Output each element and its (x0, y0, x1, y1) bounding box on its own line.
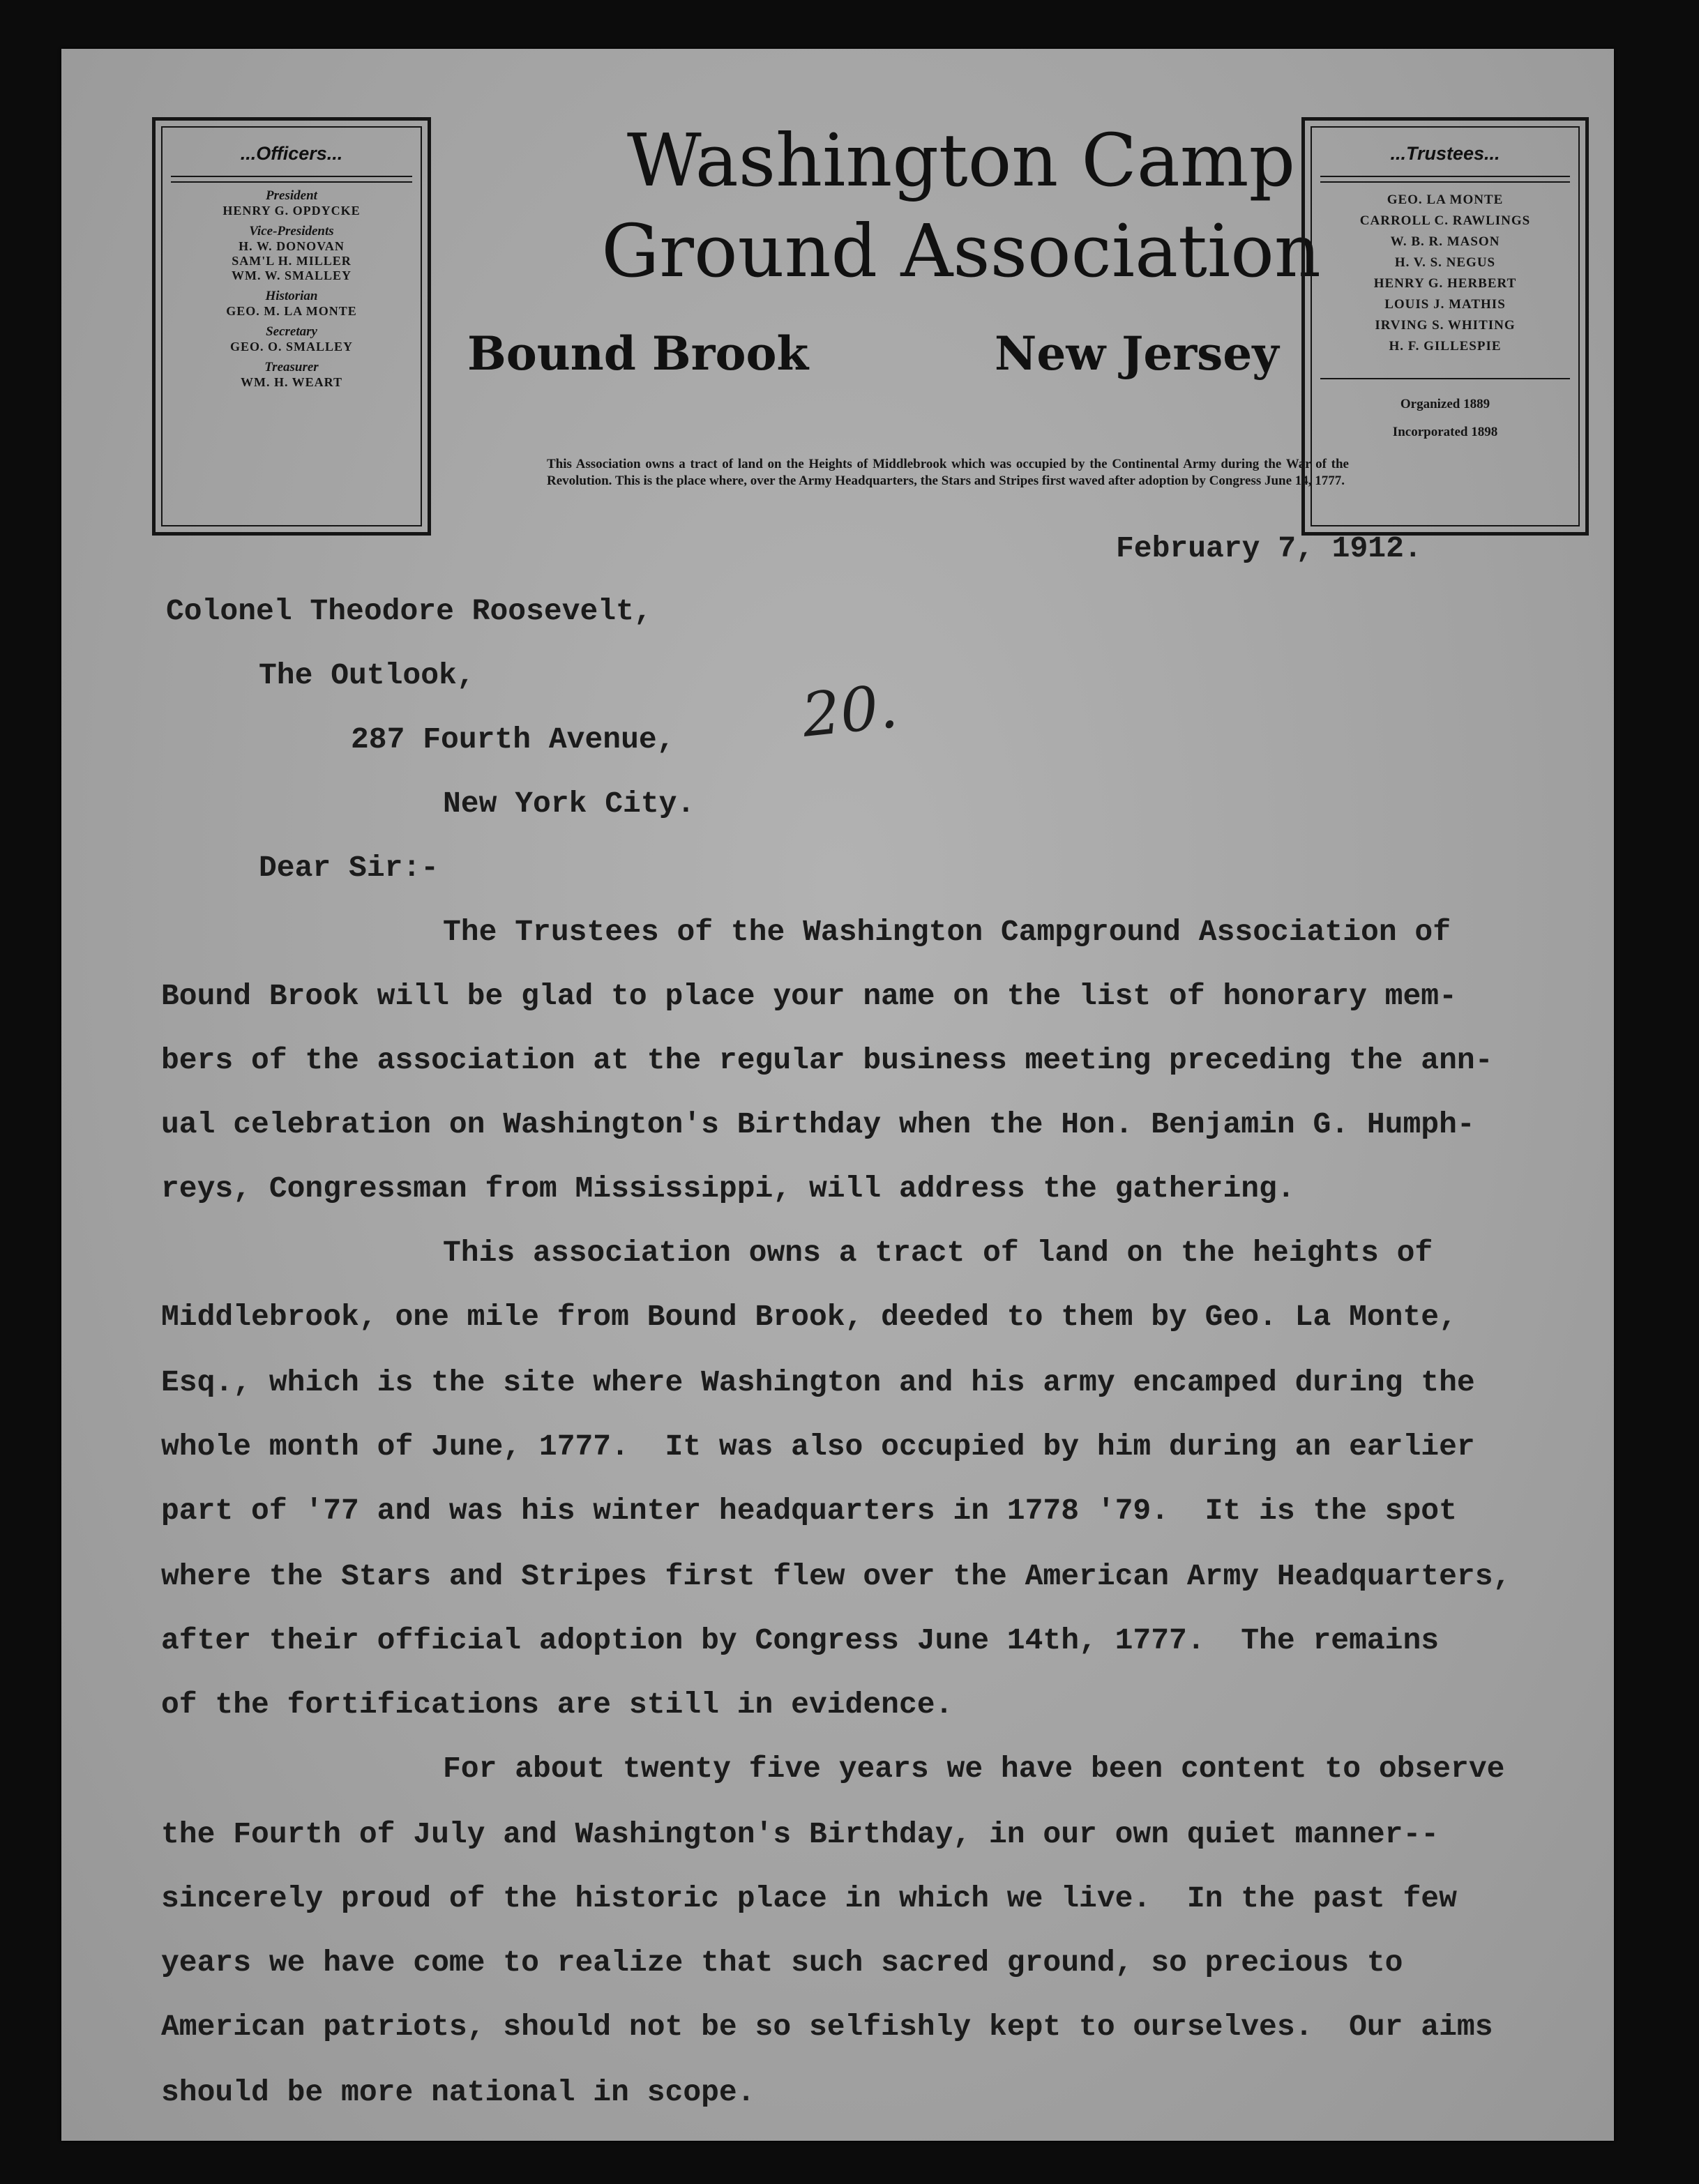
officers-heading: ...Officers... (240, 143, 343, 164)
president-label: President (266, 188, 317, 203)
trustees-heading: ...Trustees... (1390, 143, 1500, 164)
treasurer-name: WM. H. WEART (240, 375, 343, 389)
trustees-box (1301, 117, 1589, 536)
salutation: Dear Sir:- (259, 851, 439, 885)
divider (1320, 176, 1570, 183)
recipient-org: The Outlook, (259, 658, 475, 692)
body-line: Middlebrook, one mile from Bound Brook, deeded to them by Geo. La Monte, (161, 1300, 1457, 1334)
body-line: the Fourth of July and Washington's Birthday, in our own quiet manner-- (161, 1817, 1440, 1851)
letter-date: February 7, 1912. (1116, 531, 1422, 566)
city-name: Bound Brook (467, 326, 809, 381)
treasurer-label: Treasurer (264, 360, 319, 374)
body-line: of the fortifications are still in evidence. (161, 1688, 953, 1722)
body-line: whole month of June, 1777. It was also occupied by him during an earlier (161, 1430, 1475, 1464)
body-line: sincerely proud of the historic place in which we live. In the past few (161, 1881, 1457, 1916)
body-line: ual celebration on Washington's Birthday when the Hon. Benjamin G. Humph- (161, 1107, 1475, 1142)
body-line: bers of the association at the regular business meeting preceding the ann- (161, 1043, 1493, 1077)
vp-name: H. W. DONOVAN (239, 239, 345, 253)
state-name: New Jersey (995, 326, 1279, 381)
trustee-name: H. V. S. NEGUS (1394, 255, 1496, 270)
body-line: should be more national in scope. (161, 2075, 755, 2109)
trustee-name: HENRY G. HERBERT (1373, 276, 1517, 291)
body-line: where the Stars and Stripes first flew over the American Army Headquarters, (161, 1559, 1511, 1593)
body-line: after their official adoption by Congress June 14th, 1777. The remains (161, 1623, 1440, 1658)
trustee-name: IRVING S. WHITING (1375, 318, 1516, 333)
body-line: For about twenty five years we have been content to observe (443, 1752, 1505, 1786)
trustee-name: H. F. GILLESPIE (1389, 339, 1502, 354)
handwritten-number: 20. (799, 672, 901, 751)
officers-box (152, 117, 431, 536)
body-line: The Trustees of the Washington Campground Association of (443, 915, 1451, 949)
association-title-line2: Ground Association (601, 208, 1321, 294)
body-line: This association owns a tract of land on the heights of (443, 1236, 1433, 1270)
trustee-name: CARROLL C. RAWLINGS (1359, 213, 1531, 228)
president-name: HENRY G. OPDYCKE (222, 204, 361, 218)
trustee-name: W. B. R. MASON (1390, 234, 1500, 249)
incorporated-date: Incorporated 1898 (1392, 425, 1498, 439)
vp-name: SAM'L H. MILLER (232, 254, 352, 268)
divider (1320, 378, 1570, 379)
secretary-label: Secretary (266, 324, 317, 339)
trustee-name: GEO. LA MONTE (1387, 192, 1504, 207)
body-line: American patriots, should not be so selfishly kept to ourselves. Our aims (161, 2010, 1493, 2044)
association-title-line1: Washington Camp (626, 118, 1296, 203)
historian-label: Historian (265, 289, 318, 303)
recipient-city: New York City. (443, 787, 695, 821)
divider (171, 176, 412, 183)
vp-name: WM. W. SMALLEY (231, 268, 352, 282)
historian-name: GEO. M. LA MONTE (226, 304, 357, 318)
organized-date: Organized 1889 (1400, 397, 1490, 411)
recipient-street: 287 Fourth Avenue, (351, 722, 675, 757)
vp-label: Vice-Presidents (249, 224, 334, 238)
body-line: Bound Brook will be glad to place your name on the list of honorary mem- (161, 979, 1457, 1013)
body-line: Esq., which is the site where Washington and his army encamped during the (161, 1365, 1475, 1400)
body-line: part of '77 and was his winter headquarters in 1778 '79. It is the spot (161, 1494, 1457, 1528)
recipient-name: Colonel Theodore Roosevelt, (166, 594, 652, 628)
body-line: reys, Congressman from Mississippi, will address the gathering. (161, 1171, 1295, 1206)
association-note: This Association owns a tract of land on the Heights of Middlebrook which was occupied by the Continental Army during the War of the Revolution. This is the place where, over the Army Headquarters, the Stars and Stripes first waved after adoption by Congress June 14, 1777. (547, 457, 1349, 488)
body-line: years we have come to realize that such sacred ground, so precious to (161, 1946, 1403, 1980)
secretary-name: GEO. O. SMALLEY (229, 340, 354, 354)
trustee-name: LOUIS J. MATHIS (1384, 297, 1506, 312)
letter-page (61, 49, 1614, 2141)
